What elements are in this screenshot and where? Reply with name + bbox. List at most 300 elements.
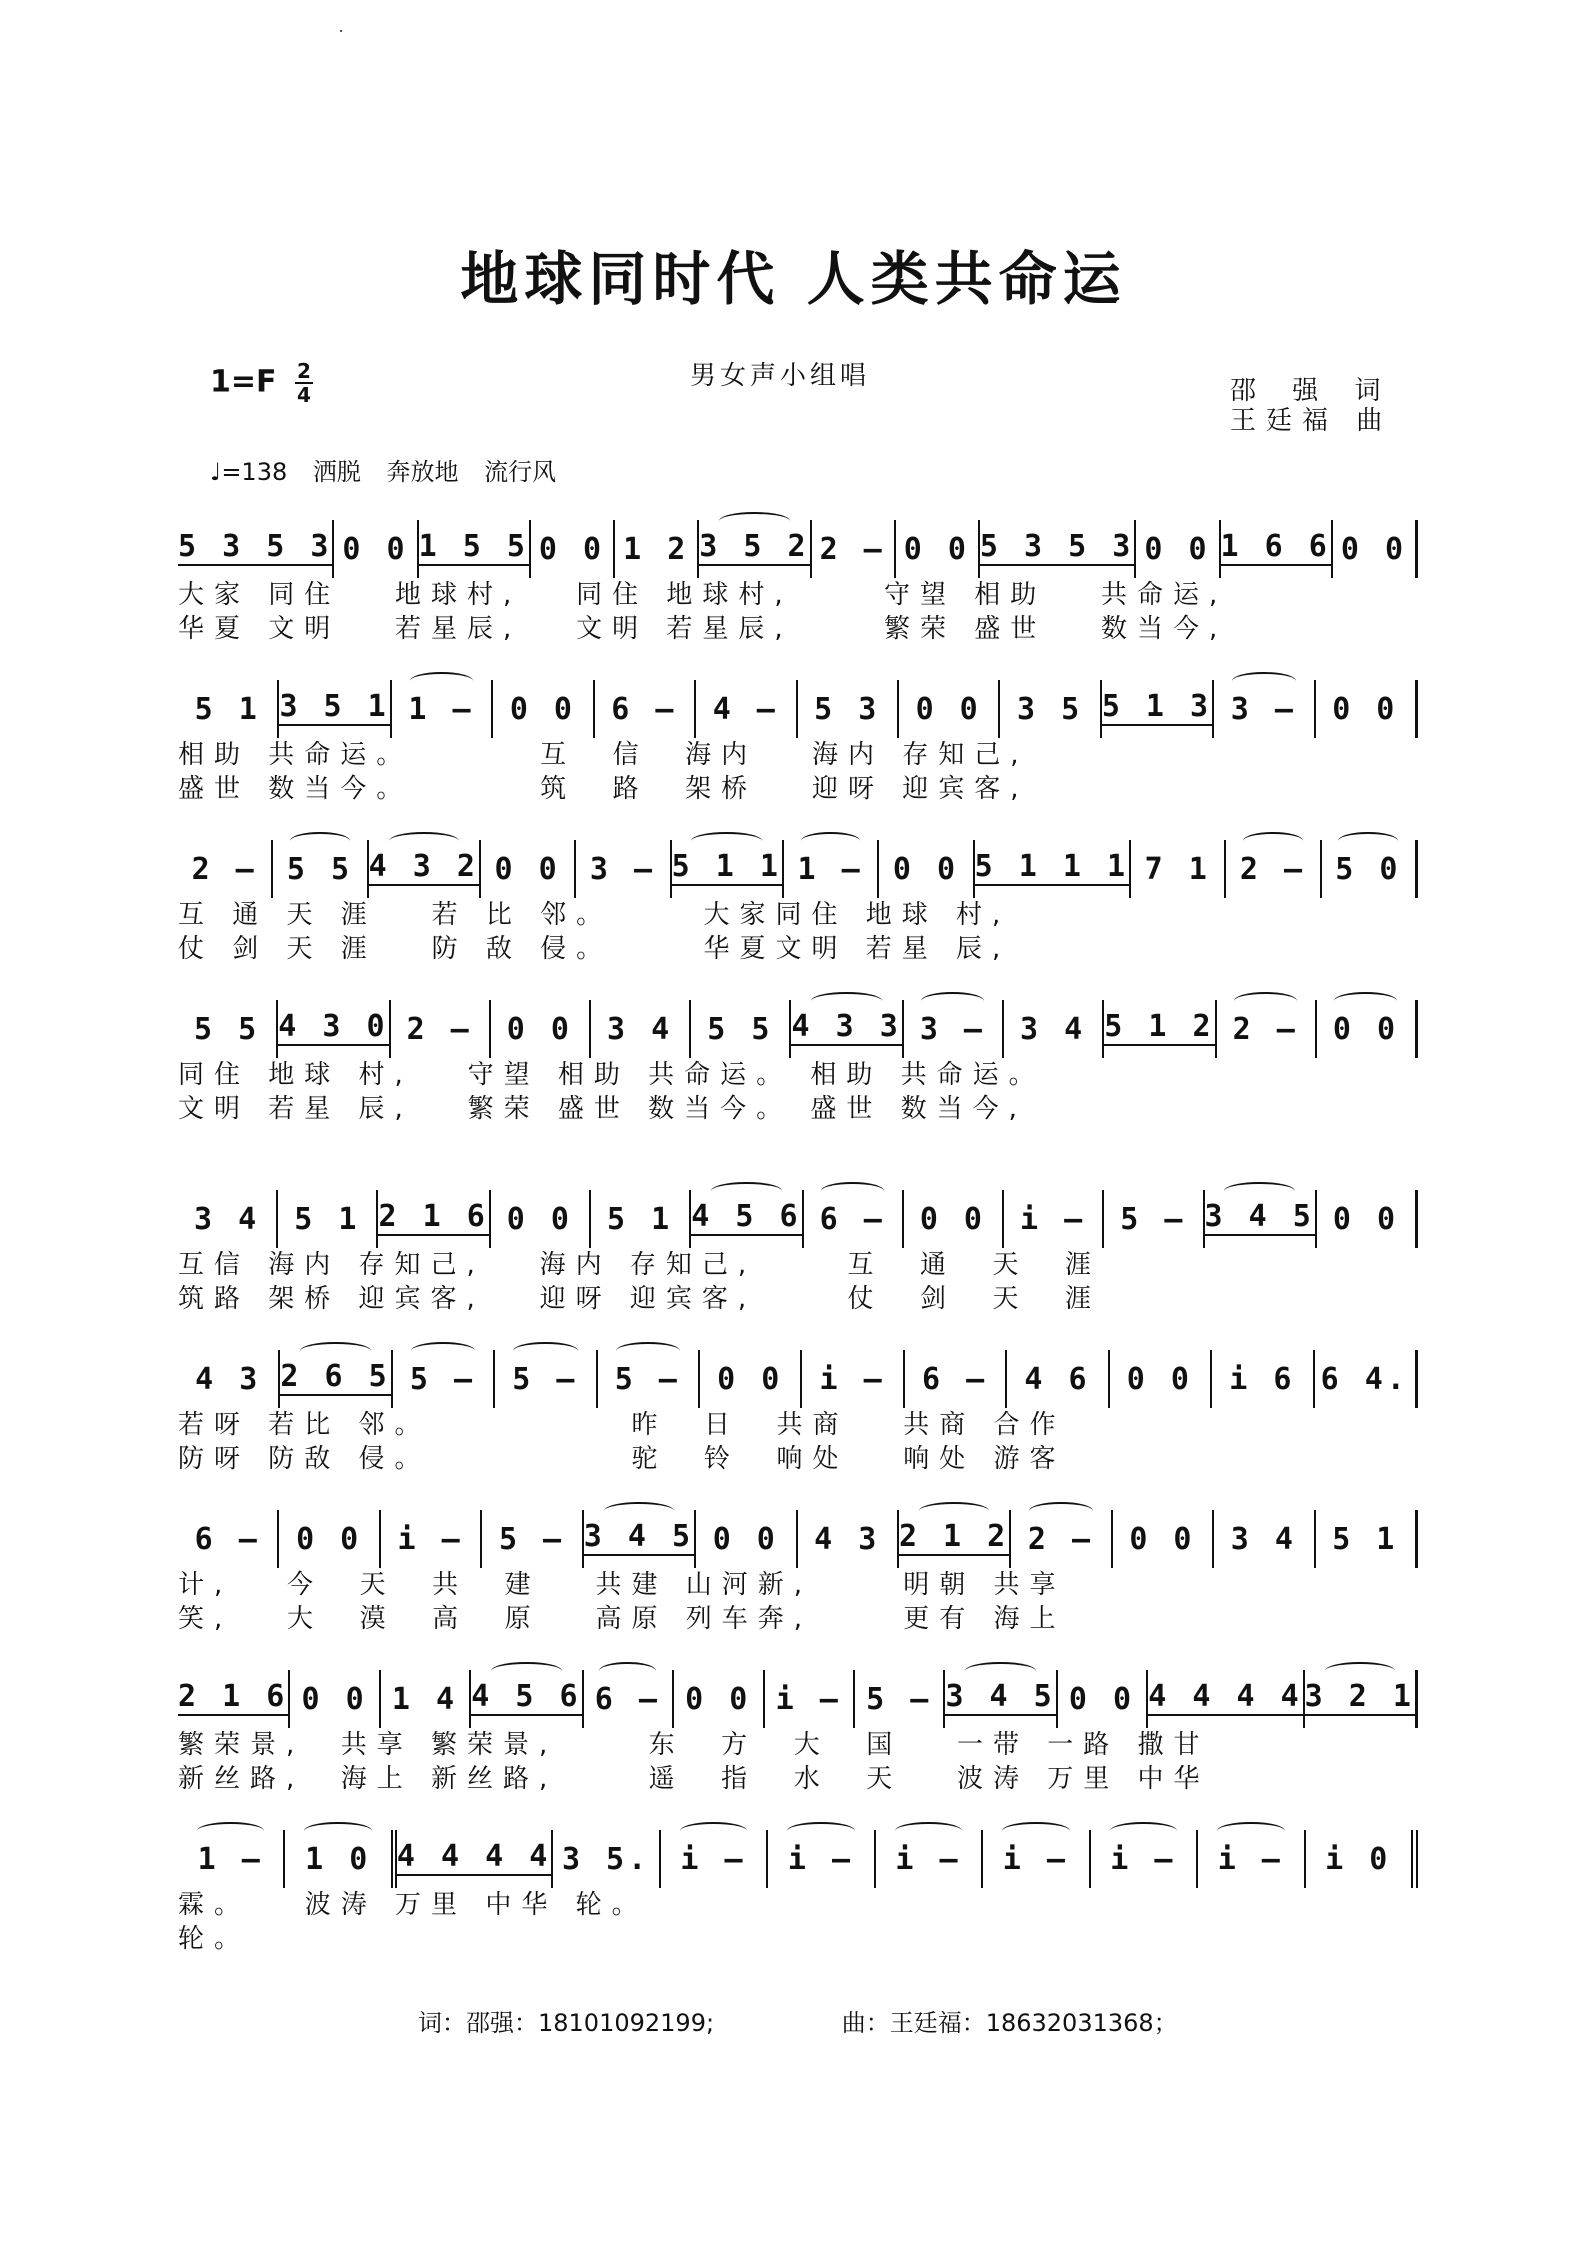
slur-mark: [599, 1662, 656, 1680]
measure-notes: 4 6: [1024, 1361, 1091, 1397]
measure: [1198, 1830, 1305, 1888]
measure-notes: 2 –: [191, 851, 258, 887]
measure: [178, 1510, 279, 1568]
measure-notes: 0 0: [1340, 531, 1408, 567]
slur-mark: [895, 1822, 963, 1840]
measure: [1317, 1190, 1418, 1248]
measure-notes: 5 5: [194, 1011, 261, 1047]
lyric-line-2: 文明 若星 辰, 繁荣 盛世 数当今。 盛世 数当今,: [178, 1094, 1027, 1124]
measure: [1316, 1510, 1418, 1568]
measure-notes: 3 –: [589, 851, 657, 887]
measure-notes: 0 0: [538, 531, 606, 567]
measure-notes: 2 –: [819, 531, 886, 567]
measure: [1091, 1830, 1198, 1888]
lyric-line-1: 计, 今 天 共 建 共建 山河新, 明朝 共享: [178, 1570, 1066, 1600]
notes-row: [178, 520, 1418, 578]
slur-mark: [1234, 992, 1297, 1010]
measure: [481, 840, 576, 898]
measure-notes: 0 0: [296, 1521, 363, 1557]
measure: [672, 840, 784, 898]
footer-contacts: [418, 2003, 1298, 2038]
measure: [290, 1670, 380, 1728]
notes-row: [178, 1350, 1418, 1408]
measure-notes: 5 1 1 1: [974, 849, 1130, 884]
measure: [691, 1000, 791, 1058]
score-system: [178, 1000, 1418, 1126]
measure-notes: 1 –: [797, 851, 864, 887]
measure-notes: 6 –: [921, 1361, 989, 1397]
measure-notes: 1 0: [305, 1841, 372, 1877]
score-system: [178, 1350, 1418, 1476]
score-system: [178, 1670, 1418, 1796]
key-signature: [210, 360, 313, 406]
measure-notes: 3 2 1: [1304, 1679, 1415, 1714]
measure-notes: i –: [1002, 1841, 1069, 1877]
measure: [802, 1350, 904, 1408]
slur-mark: [801, 832, 861, 850]
measure: [178, 1830, 285, 1888]
measure: [1212, 1350, 1314, 1408]
measure: [1110, 1350, 1212, 1408]
measure-notes: 2 –: [406, 1011, 473, 1047]
score-system: [178, 1510, 1418, 1636]
measure-notes: i –: [1110, 1841, 1177, 1877]
notes-row: [178, 1510, 1418, 1568]
measure: [765, 1670, 855, 1728]
measure-notes: 5 –: [1120, 1201, 1187, 1237]
slur-mark: [680, 1822, 748, 1840]
slur-mark: [1243, 832, 1303, 850]
measure: [178, 1350, 280, 1408]
measure: [491, 1190, 591, 1248]
measure-notes: 5 1: [1332, 1521, 1399, 1557]
slur-mark: [1232, 672, 1296, 690]
lyric-line-1: 相助 共命运。 互 信 海内 海内 存知己,: [178, 740, 1029, 770]
measure: [279, 1510, 380, 1568]
measure-notes: 5 1 3: [1101, 689, 1213, 724]
measure-notes: 4 3: [814, 1521, 881, 1557]
measure-notes: 4 4 4 4: [396, 1839, 552, 1874]
measure: [419, 520, 531, 578]
measure-notes: 3 4: [194, 1201, 261, 1237]
measure-notes: 3 5.: [561, 1841, 651, 1877]
measure-notes: 2 6 5: [280, 1359, 391, 1394]
measure-notes: 3 4 5: [1204, 1199, 1315, 1234]
measure: [178, 520, 334, 578]
lyric-line-2: 新丝路, 海上 新丝路, 遥 指 水 天 波涛 万里 中华: [178, 1764, 1210, 1794]
song-title: 地球同时代 人类共命运: [460, 245, 1127, 313]
measure-notes: 2 1 6: [378, 1199, 489, 1234]
lyric-line-2: 筑路 架桥 迎宾客, 迎呀 迎宾客, 仗 剑 天 涯: [178, 1284, 1102, 1314]
score-system: [178, 840, 1418, 966]
notes-row: [178, 1190, 1418, 1248]
measure-notes: 0 0: [494, 851, 561, 887]
measure: [491, 1000, 591, 1058]
measure: [791, 1000, 903, 1058]
lyrics-block: [178, 898, 1418, 966]
measure: [1316, 680, 1418, 738]
tempo-marking: [210, 452, 574, 487]
measure: [1322, 840, 1418, 898]
lyrics-block: [178, 1728, 1418, 1796]
lyricist-contact: 词：邵强：18101092199;: [418, 2009, 715, 2037]
measure: [1305, 1670, 1418, 1728]
measure: [674, 1670, 764, 1728]
measure: [381, 1670, 471, 1728]
measure-notes: 3 –: [1230, 691, 1297, 727]
measure-notes: i –: [680, 1841, 747, 1877]
measure: [1011, 1510, 1112, 1568]
measure: [804, 1190, 904, 1248]
measure-notes: i 0: [1325, 1841, 1392, 1877]
measure-notes: 4 3: [195, 1361, 262, 1397]
tempo-style-3: 流行风: [484, 458, 557, 486]
measure: [615, 520, 699, 578]
slur-mark: [513, 1342, 577, 1360]
slur-mark: [1338, 832, 1398, 850]
lyric-line-1: 大家 同住 地球村, 同住 地球村, 守望 相助 共命运,: [178, 580, 1228, 610]
measure-notes: 3 5: [1017, 691, 1084, 727]
measure: [584, 1670, 674, 1728]
measure-notes: i –: [1217, 1841, 1284, 1877]
slur-mark: [1110, 1822, 1178, 1840]
measure: [178, 1000, 278, 1058]
lyrics-block: [178, 1888, 1418, 1956]
measure: [471, 1670, 583, 1728]
slur-mark: [1325, 1662, 1396, 1680]
measure: [1315, 1350, 1418, 1408]
slur-mark: [410, 672, 474, 690]
measure: [798, 1510, 899, 1568]
measure-notes: 0 0: [1144, 531, 1211, 567]
measure-notes: 3 4: [1020, 1011, 1087, 1047]
measure: [391, 1000, 491, 1058]
measure: [285, 1830, 396, 1888]
measure-notes: 0 0: [892, 851, 960, 887]
slur-mark: [719, 512, 790, 530]
measure-notes: 5 5: [286, 851, 354, 887]
measure: [899, 680, 1000, 738]
measure-notes: 0 0: [506, 1011, 573, 1047]
measure: [1058, 1670, 1148, 1728]
lyric-line-1: 霖。 波涛 万里 中华 轮。: [178, 1890, 648, 1920]
measure: [768, 1830, 875, 1888]
slur-mark: [921, 992, 984, 1010]
measure-notes: 0 0: [1332, 1201, 1400, 1237]
page-dot: [340, 30, 342, 32]
lyrics-block: [178, 1408, 1418, 1476]
measure: [700, 1350, 802, 1408]
slur-mark: [300, 1342, 371, 1360]
measure: [1004, 1000, 1104, 1058]
measure-notes: 2 1 2: [898, 1519, 1010, 1554]
measure: [1104, 1190, 1204, 1248]
measure-notes: 0 0: [1332, 691, 1399, 727]
measure: [178, 840, 273, 898]
measure: [392, 680, 493, 738]
slur-mark: [411, 1342, 475, 1360]
measure-notes: 0 0: [1129, 1521, 1196, 1557]
lyrics-block: [178, 1568, 1418, 1636]
measure-notes: 3 –: [919, 1011, 986, 1047]
measure: [798, 680, 899, 738]
measure: [696, 1510, 797, 1568]
slur-mark: [711, 1182, 782, 1200]
measure: [178, 1670, 290, 1728]
measure: [576, 840, 671, 898]
measure-notes: 1 6 6: [1220, 529, 1331, 564]
measure-notes: 0 0: [685, 1681, 752, 1717]
slur-mark: [1029, 1502, 1093, 1520]
measure-notes: 1 –: [197, 1841, 264, 1877]
measure-notes: 1 2: [623, 531, 690, 567]
measure-notes: 0 0: [342, 531, 409, 567]
measure-notes: 6 –: [594, 1681, 661, 1717]
measure: [378, 1190, 490, 1248]
measure: [980, 520, 1136, 578]
measure: [855, 1670, 945, 1728]
performance-note: 男女声小组唱: [690, 361, 871, 391]
measure-notes: 6 –: [194, 1521, 261, 1557]
score-system: [178, 1190, 1418, 1316]
measure-notes: i –: [1020, 1201, 1087, 1237]
measure: [591, 1000, 691, 1058]
measure-notes: 5 1 2: [1104, 1009, 1215, 1044]
measure-notes: 5 1: [607, 1201, 674, 1237]
measure: [591, 1190, 691, 1248]
slur-mark: [1217, 1822, 1285, 1840]
measure: [879, 840, 974, 898]
measure-notes: 5 0: [1335, 851, 1402, 887]
lyric-line-2: 盛世 数当今。 筑 路 架桥 迎呀 迎宾客,: [178, 774, 1029, 804]
notes-row: [178, 840, 1418, 898]
measure: [595, 680, 696, 738]
measure-notes: 3 4 5: [583, 1519, 695, 1554]
slur-mark: [290, 832, 350, 850]
lyrics-block: [178, 578, 1418, 646]
measure-notes: 3 5 2: [699, 529, 810, 564]
measure: [393, 1350, 495, 1408]
slur-mark: [304, 1822, 372, 1840]
measure-notes: 0 0: [915, 691, 982, 727]
measure: [1007, 1350, 1109, 1408]
slur-mark: [1334, 992, 1397, 1010]
measure-notes: 2 –: [1239, 851, 1307, 887]
score-system: [178, 680, 1418, 806]
lyric-line-1: 若呀 若比 邻。 昨 日 共商 共商 合作: [178, 1410, 1066, 1440]
measure-notes: i –: [819, 1361, 886, 1397]
measure-notes: 3 4: [1230, 1521, 1297, 1557]
measure-notes: 0 0: [1126, 1361, 1193, 1397]
slur-mark: [491, 1662, 562, 1680]
measure-notes: 0 0: [712, 1521, 779, 1557]
lyric-line-1: 繁荣景, 共享 繁荣景, 东 方 大 国 一带 一路 撒甘: [178, 1730, 1210, 1760]
measure-notes: 0 0: [506, 1201, 573, 1237]
measure-notes: 2 –: [1232, 1011, 1299, 1047]
measure-notes: 4 5 6: [691, 1199, 802, 1234]
measure: [975, 840, 1131, 898]
measure-notes: 5 5: [707, 1011, 774, 1047]
lyric-line-1: 同住 地球 村, 守望 相助 共命运。 相助 共命运。: [178, 1060, 1045, 1090]
measure: [1333, 520, 1418, 578]
measure: [482, 1510, 583, 1568]
measure: [691, 1190, 803, 1248]
measure: [1000, 680, 1101, 738]
slur-mark: [965, 1662, 1036, 1680]
measure: [280, 1350, 392, 1408]
notes-row: [178, 1670, 1418, 1728]
measure: [699, 520, 811, 578]
measure-notes: i –: [895, 1841, 962, 1877]
measure-notes: 6 4.: [1320, 1361, 1409, 1397]
measure-notes: 5 1: [294, 1201, 361, 1237]
measure: [493, 680, 594, 738]
lyric-line-2: 华夏 文明 若星辰, 文明 若星辰, 繁荣 盛世 数当今,: [178, 614, 1228, 644]
tempo-style-1: 洒脱: [312, 458, 361, 486]
measure-notes: 0 0: [903, 531, 970, 567]
notes-row: [178, 1000, 1418, 1058]
tempo-style-2: 奔放地: [386, 458, 459, 486]
measure-notes: 5 1 1: [671, 849, 782, 884]
key-label: 1=F: [210, 364, 277, 400]
measure-notes: 7 1: [1144, 851, 1211, 887]
measure-notes: 0 0: [301, 1681, 368, 1717]
measure-notes: 2 –: [1027, 1521, 1095, 1557]
measure: [178, 680, 279, 738]
measure: [495, 1350, 597, 1408]
composer-contact: 曲：王廷福：18632031368；: [841, 2009, 1178, 2037]
measure: [661, 1830, 768, 1888]
measure: [1214, 1510, 1315, 1568]
measure: [178, 1190, 278, 1248]
measure: [584, 1510, 696, 1568]
score-system: [178, 1830, 1418, 1956]
slur-mark: [197, 1822, 265, 1840]
slur-mark: [691, 832, 762, 850]
measure-notes: 5 1: [194, 691, 261, 727]
notes-row: [178, 1830, 1418, 1888]
measure-notes: 0 0: [1068, 1681, 1136, 1717]
measure-notes: 2 1 6: [178, 1679, 289, 1714]
measure: [369, 840, 481, 898]
time-denominator: 4: [296, 383, 311, 407]
measure-notes: 5 3 5 3: [178, 529, 333, 564]
measure: [1205, 1190, 1317, 1248]
measure: [531, 520, 615, 578]
slur-mark: [919, 1502, 990, 1520]
measure: [1102, 680, 1214, 738]
measure-notes: 1 5 5: [418, 529, 529, 564]
slur-mark: [811, 992, 882, 1010]
measure-notes: 0 0: [717, 1361, 784, 1397]
measure-notes: 4 3 3: [791, 1009, 902, 1044]
measure-notes: 5 –: [498, 1521, 566, 1557]
measure: [876, 1830, 983, 1888]
measure: [1306, 1830, 1418, 1888]
measure-notes: 0 0: [1332, 1011, 1400, 1047]
notes-row: [178, 680, 1418, 738]
measure: [904, 1000, 1004, 1058]
measure: [896, 520, 980, 578]
measure-notes: i –: [397, 1521, 464, 1557]
measure: [1148, 1670, 1304, 1728]
measure-notes: 4 –: [712, 691, 779, 727]
measure-notes: 6 –: [819, 1201, 886, 1237]
slur-mark: [1002, 1822, 1070, 1840]
measure-notes: i –: [787, 1841, 855, 1877]
slur-mark: [604, 1502, 675, 1520]
measure: [1004, 1190, 1104, 1248]
measure-notes: 4 5 6: [471, 1679, 582, 1714]
lyric-line-2: 仗 剑 天 涯 防 敌 侵。 华夏文明 若星 辰,: [178, 934, 1011, 964]
measure-notes: 5 3: [814, 691, 881, 727]
measure: [1113, 1510, 1214, 1568]
composer-credit: 王廷福 曲: [1230, 406, 1393, 436]
lyric-line-1: 互 通 天 涯 若 比 邻。 大家同住 地球 村,: [178, 900, 1011, 930]
measure-notes: 4 3 0: [278, 1009, 389, 1044]
measure: [278, 1190, 378, 1248]
lyric-line-2: 防呀 防敌 侵。 驼 铃 响处 响处 游客: [178, 1444, 1066, 1474]
measure-notes: 3 4: [607, 1011, 674, 1047]
measure: [1317, 1000, 1418, 1058]
measure-notes: 3 5 1: [279, 689, 390, 724]
lyric-line-2: 笑, 大 漠 高 原 高原 列车奔, 更有 海上: [178, 1604, 1066, 1634]
measure: [904, 1190, 1004, 1248]
slur-mark: [389, 832, 460, 850]
time-numerator: 2: [296, 359, 311, 383]
slur-mark: [616, 1342, 680, 1360]
lyrics-block: [178, 1248, 1418, 1316]
measure-notes: 0 0: [919, 1201, 986, 1237]
measure: [1214, 680, 1315, 738]
measure: [553, 1830, 660, 1888]
measure-notes: 5 –: [614, 1361, 681, 1397]
measure-notes: 4 3 2: [368, 849, 479, 884]
measure: [334, 520, 418, 578]
measure: [696, 680, 797, 738]
measure-notes: 5 –: [512, 1361, 579, 1397]
measure-notes: 5 –: [409, 1361, 477, 1397]
measure: [899, 1510, 1011, 1568]
slur-mark: [821, 1182, 884, 1200]
measure: [1221, 520, 1333, 578]
measure: [1131, 840, 1226, 898]
lyric-line-2: 轮。: [178, 1924, 251, 1954]
measure-notes: i 6: [1229, 1361, 1296, 1397]
lyric-line-1: 互信 海内 存知己, 海内 存知己, 互 通 天 涯: [178, 1250, 1102, 1280]
measure: [598, 1350, 700, 1408]
measure: [945, 1670, 1057, 1728]
measure-notes: i –: [775, 1681, 842, 1717]
measure: [983, 1830, 1090, 1888]
measure: [1104, 1000, 1216, 1058]
measure: [279, 680, 391, 738]
measure-notes: 1 4: [391, 1681, 459, 1717]
measure: [812, 520, 896, 578]
measure: [1226, 840, 1321, 898]
slur-mark: [1224, 1182, 1295, 1200]
measure: [905, 1350, 1007, 1408]
time-signature: [295, 360, 313, 406]
lyrics-block: [178, 738, 1418, 806]
lyricist-credit: 邵 强 词: [1230, 376, 1395, 406]
slur-mark: [787, 1822, 855, 1840]
measure-notes: 5 –: [866, 1681, 933, 1717]
tempo-bpm: ♩=138: [210, 458, 288, 486]
measure-notes: 4 4 4 4: [1148, 1679, 1303, 1714]
measure: [784, 840, 879, 898]
score-system: [178, 520, 1418, 646]
